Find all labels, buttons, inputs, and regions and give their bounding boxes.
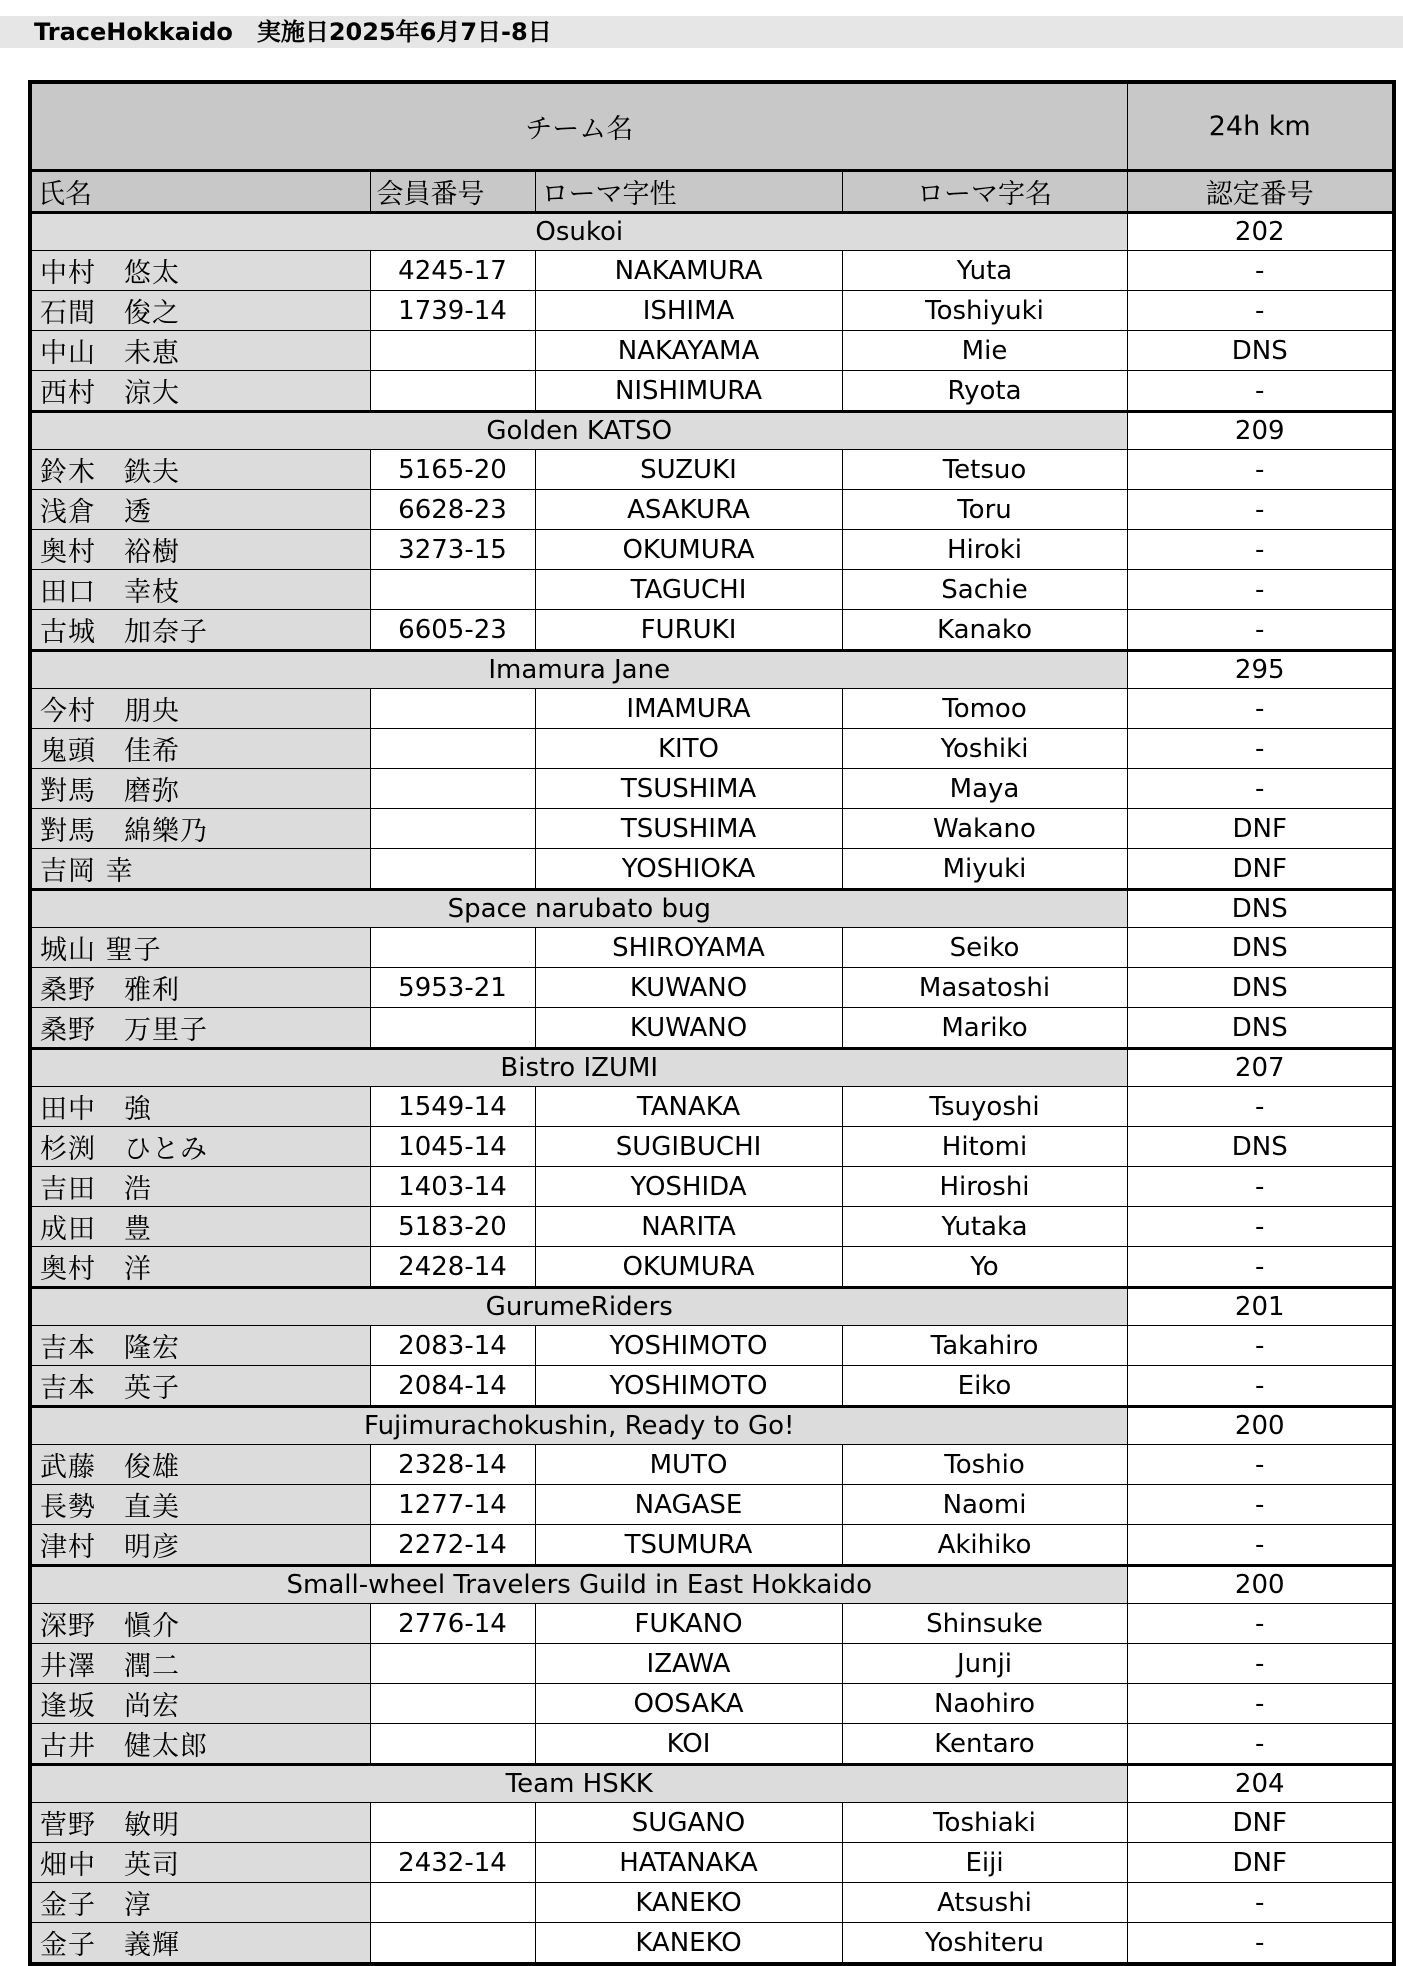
team-name: Team HSKK [30, 1765, 1127, 1803]
member-row [30, 1247, 1394, 1288]
member-given-romaji: Kentaro [842, 1724, 1127, 1765]
member-name: 桑野 万里子 [30, 1008, 370, 1049]
member-certification: - [1127, 371, 1394, 412]
member-family-romaji: KANEKO [535, 1923, 842, 1965]
member-row [30, 1724, 1394, 1765]
member-number: 5165-20 [370, 450, 535, 490]
team-distance: 204 [1127, 1765, 1394, 1803]
member-given-romaji: Naomi [842, 1485, 1127, 1525]
member-certification: DNS [1127, 928, 1394, 968]
member-certification: DNS [1127, 1008, 1394, 1049]
member-family-romaji: TANAKA [535, 1087, 842, 1127]
member-given-romaji: Tetsuo [842, 450, 1127, 490]
team-distance: 295 [1127, 651, 1394, 689]
member-family-romaji: SHIROYAMA [535, 928, 842, 968]
member-certification: - [1127, 1207, 1394, 1247]
member-name: 吉本 隆宏 [30, 1326, 370, 1366]
member-row [30, 490, 1394, 530]
member-number [370, 849, 535, 890]
member-row [30, 1326, 1394, 1366]
member-number: 4245-17 [370, 251, 535, 291]
member-row [30, 291, 1394, 331]
member-family-romaji: NAGASE [535, 1485, 842, 1525]
member-row [30, 1803, 1394, 1843]
member-given-romaji: Mie [842, 331, 1127, 371]
member-certification: - [1127, 570, 1394, 610]
member-certification: - [1127, 530, 1394, 570]
member-certification: - [1127, 1604, 1394, 1644]
member-number [370, 570, 535, 610]
member-name: 杉渕 ひとみ [30, 1127, 370, 1167]
member-row [30, 729, 1394, 769]
team-row [30, 651, 1394, 689]
member-family-romaji: SUGANO [535, 1803, 842, 1843]
member-given-romaji: Seiko [842, 928, 1127, 968]
member-certification: DNF [1127, 1803, 1394, 1843]
member-family-romaji: NAKAMURA [535, 251, 842, 291]
team-name: Golden KATSO [30, 412, 1127, 450]
member-row [30, 1883, 1394, 1923]
member-number [370, 809, 535, 849]
member-name: 金子 淳 [30, 1883, 370, 1923]
col-header-family-romaji: ローマ字性 [535, 171, 842, 213]
member-certification: - [1127, 1485, 1394, 1525]
member-given-romaji: Akihiko [842, 1525, 1127, 1566]
member-name: 浅倉 透 [30, 490, 370, 530]
member-certification: - [1127, 610, 1394, 651]
member-row [30, 331, 1394, 371]
member-number: 2328-14 [370, 1445, 535, 1485]
member-number: 5953-21 [370, 968, 535, 1008]
col-header-certification: 認定番号 [1127, 171, 1394, 213]
member-given-romaji: Tsuyoshi [842, 1087, 1127, 1127]
member-name: 吉本 英子 [30, 1366, 370, 1407]
member-row [30, 1644, 1394, 1684]
column-header-row [30, 171, 1394, 213]
team-distance: 202 [1127, 213, 1394, 251]
member-name: 田中 強 [30, 1087, 370, 1127]
member-family-romaji: YOSHIMOTO [535, 1326, 842, 1366]
member-given-romaji: Masatoshi [842, 968, 1127, 1008]
member-family-romaji: ISHIMA [535, 291, 842, 331]
member-row [30, 1843, 1394, 1883]
member-given-romaji: Maya [842, 769, 1127, 809]
member-certification: - [1127, 490, 1394, 530]
distance-header: 24h km [1127, 82, 1394, 171]
member-number: 6605-23 [370, 610, 535, 651]
member-row [30, 371, 1394, 412]
member-row [30, 849, 1394, 890]
member-certification: - [1127, 729, 1394, 769]
member-name: 西村 涼大 [30, 371, 370, 412]
member-number: 2428-14 [370, 1247, 535, 1288]
team-distance: 209 [1127, 412, 1394, 450]
member-certification: - [1127, 1684, 1394, 1724]
member-name: 武藤 俊雄 [30, 1445, 370, 1485]
team-name: Space narubato bug [30, 890, 1127, 928]
member-number [370, 1883, 535, 1923]
member-given-romaji: Wakano [842, 809, 1127, 849]
member-name: 成田 豊 [30, 1207, 370, 1247]
member-name: 吉田 浩 [30, 1167, 370, 1207]
member-family-romaji: KUWANO [535, 968, 842, 1008]
member-number: 5183-20 [370, 1207, 535, 1247]
member-family-romaji: OKUMURA [535, 1247, 842, 1288]
member-name: 中村 悠太 [30, 251, 370, 291]
member-number: 2272-14 [370, 1525, 535, 1566]
member-family-romaji: KITO [535, 729, 842, 769]
member-certification: - [1127, 1445, 1394, 1485]
member-row [30, 1604, 1394, 1644]
member-family-romaji: YOSHIOKA [535, 849, 842, 890]
member-name: 畑中 英司 [30, 1843, 370, 1883]
member-family-romaji: TSUMURA [535, 1525, 842, 1566]
member-family-romaji: IMAMURA [535, 689, 842, 729]
member-family-romaji: KANEKO [535, 1883, 842, 1923]
member-name: 桑野 雅利 [30, 968, 370, 1008]
member-row [30, 1923, 1394, 1965]
member-name: 深野 愼介 [30, 1604, 370, 1644]
member-certification: - [1127, 1644, 1394, 1684]
member-certification: - [1127, 1923, 1394, 1965]
team-name: GurumeRiders [30, 1288, 1127, 1326]
member-certification: - [1127, 689, 1394, 729]
member-name: 吉岡 幸 [30, 849, 370, 890]
member-certification: DNF [1127, 809, 1394, 849]
member-number: 2083-14 [370, 1326, 535, 1366]
member-given-romaji: Eiko [842, 1366, 1127, 1407]
member-given-romaji: Hiroshi [842, 1167, 1127, 1207]
document-title: TraceHokkaido 実施日2025年6月7日-8日 [34, 18, 552, 46]
member-name: 今村 朋央 [30, 689, 370, 729]
member-name: 鬼頭 佳希 [30, 729, 370, 769]
member-name: 古井 健太郎 [30, 1724, 370, 1765]
member-given-romaji: Toshiyuki [842, 291, 1127, 331]
member-family-romaji: TSUSHIMA [535, 769, 842, 809]
member-name: 金子 義輝 [30, 1923, 370, 1965]
member-family-romaji: NAKAYAMA [535, 331, 842, 371]
team-distance: 200 [1127, 1566, 1394, 1604]
team-distance: 201 [1127, 1288, 1394, 1326]
member-family-romaji: ASAKURA [535, 490, 842, 530]
member-number [370, 1923, 535, 1965]
team-row [30, 1288, 1394, 1326]
member-family-romaji: SUZUKI [535, 450, 842, 490]
member-family-romaji: NARITA [535, 1207, 842, 1247]
member-family-romaji: NISHIMURA [535, 371, 842, 412]
member-row [30, 1445, 1394, 1485]
member-name: 古城 加奈子 [30, 610, 370, 651]
member-family-romaji: YOSHIDA [535, 1167, 842, 1207]
member-number: 1549-14 [370, 1087, 535, 1127]
table-header-row [30, 82, 1394, 171]
member-name: 城山 聖子 [30, 928, 370, 968]
member-name: 石間 俊之 [30, 291, 370, 331]
member-name: 奥村 裕樹 [30, 530, 370, 570]
member-number: 2776-14 [370, 1604, 535, 1644]
member-row [30, 809, 1394, 849]
member-name: 中山 未恵 [30, 331, 370, 371]
team-row [30, 1049, 1394, 1087]
member-number [370, 1684, 535, 1724]
member-number [370, 1008, 535, 1049]
member-row [30, 689, 1394, 729]
member-given-romaji: Shinsuke [842, 1604, 1127, 1644]
member-family-romaji: FURUKI [535, 610, 842, 651]
member-given-romaji: Hitomi [842, 1127, 1127, 1167]
member-given-romaji: Sachie [842, 570, 1127, 610]
member-family-romaji: SUGIBUCHI [535, 1127, 842, 1167]
member-row [30, 928, 1394, 968]
col-header-given-romaji: ローマ字名 [842, 171, 1127, 213]
team-distance: 207 [1127, 1049, 1394, 1087]
member-family-romaji: IZAWA [535, 1644, 842, 1684]
member-given-romaji: Junji [842, 1644, 1127, 1684]
team-name-header: チーム名 [30, 82, 1127, 171]
member-family-romaji: OKUMURA [535, 530, 842, 570]
team-name: Osukoi [30, 213, 1127, 251]
member-number: 1403-14 [370, 1167, 535, 1207]
member-given-romaji: Takahiro [842, 1326, 1127, 1366]
member-family-romaji: HATANAKA [535, 1843, 842, 1883]
team-row [30, 1566, 1394, 1604]
member-given-romaji: Ryota [842, 371, 1127, 412]
member-row [30, 570, 1394, 610]
member-family-romaji: MUTO [535, 1445, 842, 1485]
member-certification: DNS [1127, 968, 1394, 1008]
member-number [370, 371, 535, 412]
member-given-romaji: Yuta [842, 251, 1127, 291]
member-name: 津村 明彦 [30, 1525, 370, 1566]
member-row [30, 450, 1394, 490]
team-name: Bistro IZUMI [30, 1049, 1127, 1087]
member-number [370, 729, 535, 769]
member-given-romaji: Hiroki [842, 530, 1127, 570]
col-header-member-number: 会員番号 [370, 171, 535, 213]
member-given-romaji: Toru [842, 490, 1127, 530]
team-row [30, 1765, 1394, 1803]
title-bar [0, 16, 1403, 48]
col-header-name: 氏名 [30, 171, 370, 213]
team-row [30, 213, 1394, 251]
member-row [30, 1087, 1394, 1127]
member-number: 2084-14 [370, 1366, 535, 1407]
member-given-romaji: Yutaka [842, 1207, 1127, 1247]
member-certification: DNS [1127, 331, 1394, 371]
member-certification: - [1127, 1724, 1394, 1765]
member-given-romaji: Yoshiteru [842, 1923, 1127, 1965]
member-row [30, 1684, 1394, 1724]
member-family-romaji: KUWANO [535, 1008, 842, 1049]
member-row [30, 610, 1394, 651]
member-certification: - [1127, 1326, 1394, 1366]
member-number: 3273-15 [370, 530, 535, 570]
team-row [30, 412, 1394, 450]
member-certification: - [1127, 1883, 1394, 1923]
member-certification: - [1127, 1167, 1394, 1207]
member-name: 對馬 綿樂乃 [30, 809, 370, 849]
member-number [370, 769, 535, 809]
member-certification: - [1127, 1525, 1394, 1566]
member-given-romaji: Atsushi [842, 1883, 1127, 1923]
member-row [30, 1525, 1394, 1566]
member-number: 2432-14 [370, 1843, 535, 1883]
member-family-romaji: TSUSHIMA [535, 809, 842, 849]
member-certification: - [1127, 1087, 1394, 1127]
team-name: Fujimurachokushin, Ready to Go! [30, 1407, 1127, 1445]
member-row [30, 1008, 1394, 1049]
member-row [30, 1207, 1394, 1247]
member-row [30, 530, 1394, 570]
member-given-romaji: Toshiaki [842, 1803, 1127, 1843]
member-certification: - [1127, 291, 1394, 331]
team-name: Imamura Jane [30, 651, 1127, 689]
member-name: 田口 幸枝 [30, 570, 370, 610]
member-name: 逢坂 尚宏 [30, 1684, 370, 1724]
member-number [370, 928, 535, 968]
member-number: 1277-14 [370, 1485, 535, 1525]
team-row [30, 1407, 1394, 1445]
member-row [30, 968, 1394, 1008]
member-number [370, 1644, 535, 1684]
team-distance: DNS [1127, 890, 1394, 928]
member-name: 菅野 敏明 [30, 1803, 370, 1843]
member-number [370, 331, 535, 371]
member-family-romaji: KOI [535, 1724, 842, 1765]
member-name: 井澤 潤二 [30, 1644, 370, 1684]
member-given-romaji: Mariko [842, 1008, 1127, 1049]
member-family-romaji: OOSAKA [535, 1684, 842, 1724]
member-certification: - [1127, 251, 1394, 291]
member-number: 6628-23 [370, 490, 535, 530]
member-number [370, 1724, 535, 1765]
member-given-romaji: Toshio [842, 1445, 1127, 1485]
member-certification: - [1127, 1247, 1394, 1288]
member-row [30, 1127, 1394, 1167]
member-given-romaji: Kanako [842, 610, 1127, 651]
member-certification: - [1127, 1366, 1394, 1407]
member-row [30, 251, 1394, 291]
member-row [30, 1167, 1394, 1207]
member-given-romaji: Eiji [842, 1843, 1127, 1883]
member-number [370, 1803, 535, 1843]
member-name: 長勢 直美 [30, 1485, 370, 1525]
team-distance: 200 [1127, 1407, 1394, 1445]
member-family-romaji: FUKANO [535, 1604, 842, 1644]
member-certification: - [1127, 769, 1394, 809]
member-family-romaji: TAGUCHI [535, 570, 842, 610]
team-row [30, 890, 1394, 928]
member-given-romaji: Yo [842, 1247, 1127, 1288]
member-number [370, 689, 535, 729]
member-certification: DNF [1127, 849, 1394, 890]
member-number: 1739-14 [370, 291, 535, 331]
member-row [30, 1366, 1394, 1407]
member-given-romaji: Tomoo [842, 689, 1127, 729]
member-name: 鈴木 鉄夫 [30, 450, 370, 490]
member-number: 1045-14 [370, 1127, 535, 1167]
member-name: 對馬 磨弥 [30, 769, 370, 809]
member-row [30, 1485, 1394, 1525]
member-name: 奥村 洋 [30, 1247, 370, 1288]
member-given-romaji: Naohiro [842, 1684, 1127, 1724]
member-family-romaji: YOSHIMOTO [535, 1366, 842, 1407]
member-row [30, 769, 1394, 809]
member-given-romaji: Yoshiki [842, 729, 1127, 769]
member-certification: - [1127, 450, 1394, 490]
team-name: Small-wheel Travelers Guild in East Hokkaido [30, 1566, 1127, 1604]
member-given-romaji: Miyuki [842, 849, 1127, 890]
results-table [28, 80, 1396, 1966]
member-certification: DNS [1127, 1127, 1394, 1167]
member-certification: DNF [1127, 1843, 1394, 1883]
